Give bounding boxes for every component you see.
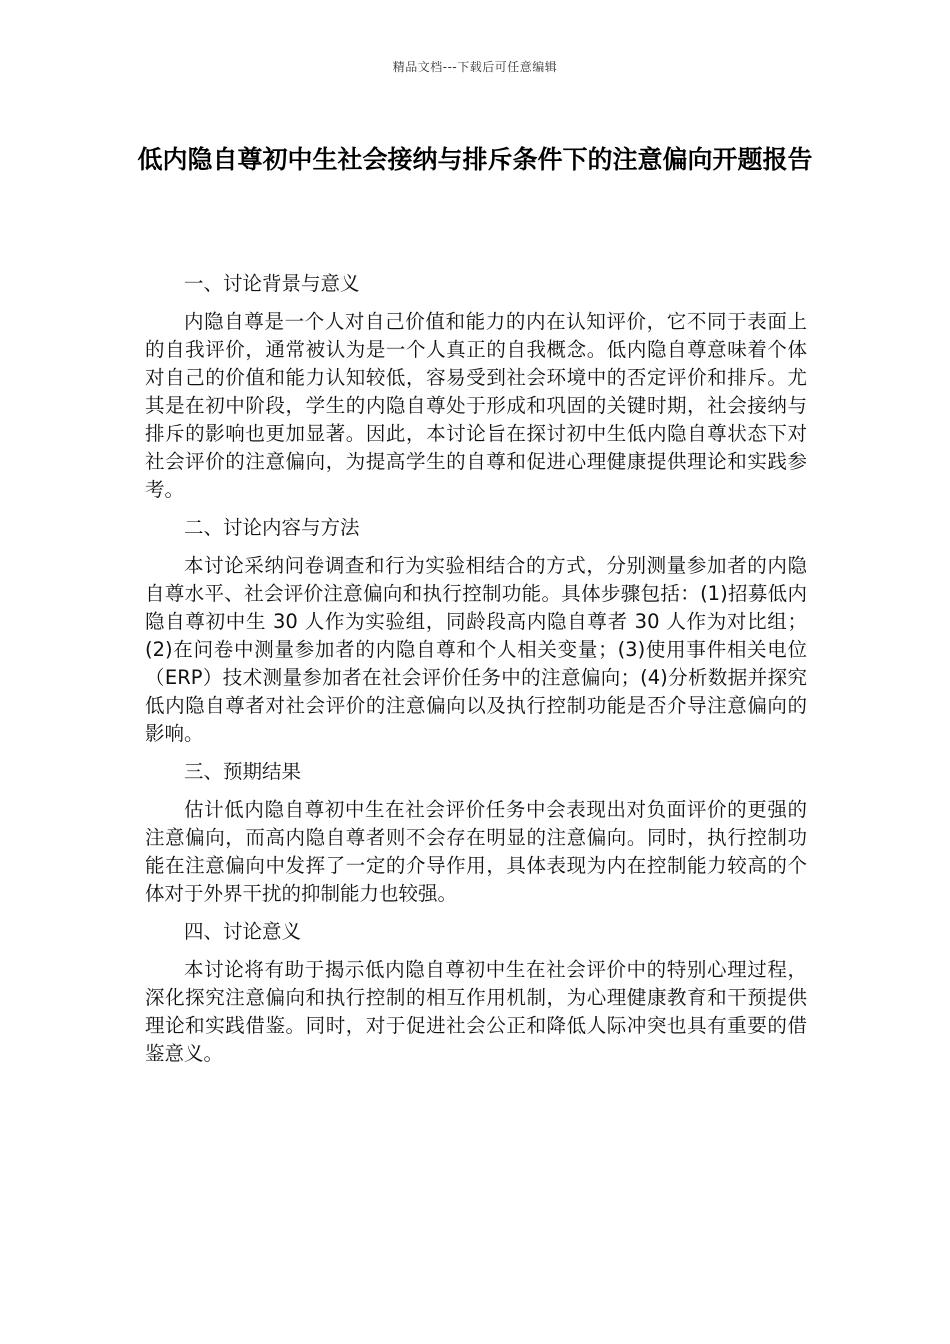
section-body-methods: 本讨论采纳问卷调查和行为实验相结合的方式，分别测量参加者的内隐自尊水平、社会评价注意偏向和执行控制功能。具体步骤包括：(1)招募低内隐自尊初中生 30 人作为实验组，同龄段高内隐自尊者 30 人作为对比组；(2)在问卷中测量参加者的内隐自尊和个人相关变量；(3)使用事件相关电位（ERP）技术测量参加者在社会评价任务中的注意偏向；(4)分析数据并探究低内隐自尊者对社会评价的注意偏向以及执行控制功能是否介导注意偏向的影响。 [145, 554, 807, 745]
section-body-significance: 本讨论将有助于揭示低内隐自尊初中生在社会评价中的特别心理过程，深化探究注意偏向和执行控制的相互作用机制，为心理健康教育和干预提供理论和实践借鉴。同时，对于促进社会公正和降低人际冲突也具有重要的借鉴意义。 [145, 958, 807, 1065]
document-body [145, 268, 807, 1078]
section-heading-expected-results: 三、预期结果 [184, 760, 302, 783]
document-title: 低内隐自尊初中生社会接纳与排斥条件下的注意偏向开题报告 [137, 145, 813, 174]
section-heading-background: 一、讨论背景与意义 [184, 272, 360, 295]
section-heading-significance: 四、讨论意义 [184, 920, 302, 943]
section-heading-methods: 二、讨论内容与方法 [184, 516, 360, 539]
section-body-expected-results: 估计低内隐自尊初中生在社会评价任务中会表现出对负面评价的更强的注意偏向，而高内隐自尊者则不会存在明显的注意偏向。同时，执行控制功能在注意偏向中发挥了一定的介导作用，具体表现为内在控制能力较高的个体对于外界干扰的抑制能力也较强。 [145, 798, 807, 905]
section-body-background: 内隐自尊是一个人对自己价值和能力的内在认知评价，它不同于表面上的自我评价，通常被认为是一个人真正的自我概念。低内隐自尊意味着个体对自己的价值和能力认知较低，容易受到社会环境中的否定评价和排斥。尤其是在初中阶段，学生的内隐自尊处于形成和巩固的关键时期，社会接纳与排斥的影响也更加显著。因此，本讨论旨在探讨初中生低内隐自尊状态下对社会评价的注意偏向，为提高学生的自尊和促进心理健康提供理论和实践参考。 [145, 310, 807, 501]
header-note: 精品文档---下载后可任意编辑 [392, 60, 558, 74]
